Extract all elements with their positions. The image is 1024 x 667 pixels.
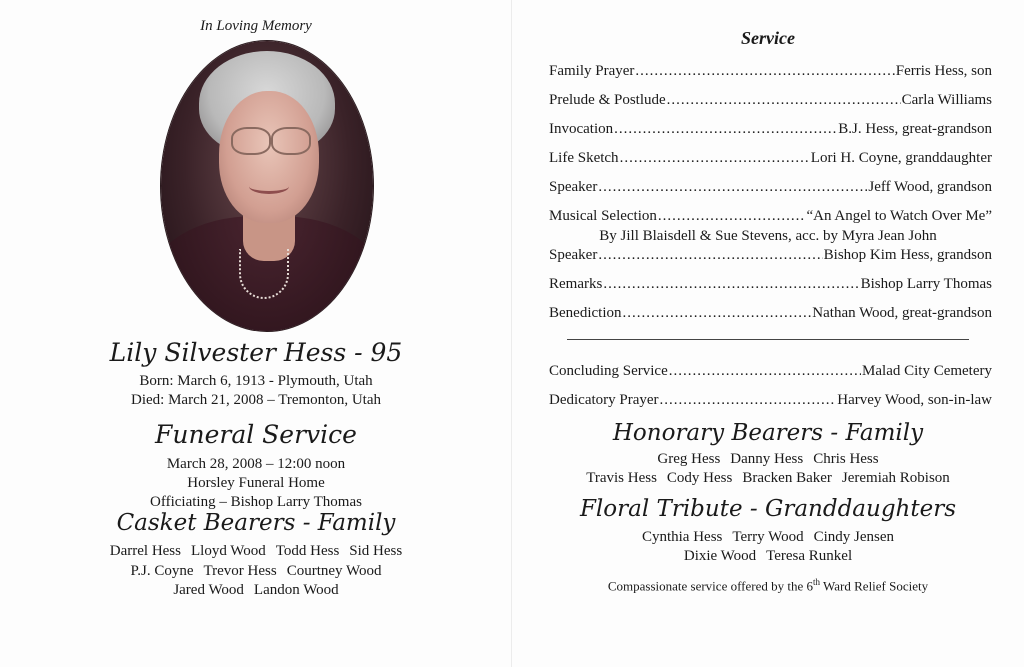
- floral-tribute-name: Cindy Jensen: [813, 529, 895, 545]
- program-role: Benediction: [549, 305, 622, 321]
- program-row: [549, 121, 992, 138]
- program-role: Family Prayer: [549, 63, 635, 79]
- divider-rule: [567, 339, 969, 340]
- footer-ordinal: th: [813, 577, 821, 587]
- honorary-bearer: Jeremiah Robison: [841, 470, 950, 486]
- service-title: Service: [741, 28, 795, 48]
- program-person: B.J. Hess, great-grandson: [838, 121, 992, 137]
- musical-credit: By Jill Blaisdell & Sue Stevens, acc. by Myra Jean John: [599, 228, 937, 244]
- casket-bearers-row-2: [0, 563, 512, 580]
- casket-bearer: Darrel Hess: [109, 543, 181, 559]
- program-person: Carla Williams: [901, 92, 992, 108]
- honorary-bearer: Cody Hess: [666, 470, 733, 486]
- program-person: Malad City Cemetery: [862, 363, 992, 379]
- program-role: Speaker: [549, 247, 598, 263]
- program-person: Lori H. Coyne, granddaughter: [810, 150, 992, 166]
- floral-tribute-name: Cynthia Hess: [641, 529, 723, 545]
- deceased-name: Lily Silvester Hess - 95: [109, 338, 403, 367]
- funeral-datetime: March 28, 2008 – 12:00 noon: [166, 456, 346, 472]
- floral-tribute-row-2: [512, 548, 1024, 565]
- honorary-bearer: Greg Hess: [657, 451, 721, 467]
- casket-bearers-title: Casket Bearers - Family: [116, 510, 396, 536]
- program-person: Nathan Wood, great-grandson: [812, 305, 992, 321]
- honorary-bearers-row-1: [512, 451, 1024, 468]
- program-role: Prelude & Postlude: [549, 92, 666, 108]
- program-role: Concluding Service: [549, 363, 668, 379]
- program-person: Bishop Larry Thomas: [860, 276, 992, 292]
- footer-text: Compassionate service offered by the 6: [607, 578, 814, 594]
- casket-bearer: P.J. Coyne: [130, 563, 194, 579]
- program-row: [549, 179, 992, 196]
- casket-bearer: Landon Wood: [253, 582, 339, 598]
- funeral-service-title: Funeral Service: [155, 420, 357, 449]
- program-role: Dedicatory Prayer: [549, 392, 659, 408]
- program-person: Ferris Hess, son: [895, 63, 992, 79]
- casket-bearers-row-1: [0, 543, 512, 560]
- casket-bearer: Todd Hess: [275, 543, 340, 559]
- honorary-bearer: Danny Hess: [730, 451, 804, 467]
- casket-bearer: Jared Wood: [173, 582, 244, 598]
- program-row: [549, 305, 992, 322]
- program-role: Speaker: [549, 179, 598, 195]
- portrait-photo: [161, 41, 373, 331]
- honorary-bearers-title: Honorary Bearers - Family: [612, 420, 924, 446]
- program-person: Bishop Kim Hess, grandson: [823, 247, 992, 263]
- program-role: Invocation: [549, 121, 614, 137]
- honorary-bearer: Bracken Baker: [742, 470, 832, 486]
- program-person: Harvey Wood, son-in-law: [837, 392, 992, 408]
- program-row: [549, 92, 992, 109]
- program-role: Remarks: [549, 276, 603, 292]
- in-loving-memory-heading: In Loving Memory: [200, 18, 312, 34]
- floral-tribute-row-1: [512, 529, 1024, 546]
- program-row: [549, 247, 992, 264]
- casket-bearer: Courtney Wood: [286, 563, 382, 579]
- program-person: Jeff Wood, grandson: [868, 179, 992, 195]
- funeral-place: Horsley Funeral Home: [187, 475, 325, 491]
- program-row: [549, 392, 992, 409]
- casket-bearer: Lloyd Wood: [191, 543, 266, 559]
- program-person: “An Angel to Watch Over Me”: [806, 208, 992, 224]
- program-role: Musical Selection: [549, 208, 657, 224]
- program-role: Life Sketch: [549, 150, 619, 166]
- floral-tribute-name: Dixie Wood: [683, 548, 757, 564]
- floral-tribute-name: Terry Wood: [732, 529, 804, 545]
- program-row: [549, 63, 992, 80]
- officiating-line: Officiating – Bishop Larry Thomas: [150, 494, 362, 510]
- honorary-bearers-row-2: [512, 470, 1024, 487]
- honorary-bearer: Travis Hess: [586, 470, 657, 486]
- honorary-bearer: Chris Hess: [813, 451, 879, 467]
- born-line: Born: March 6, 1913 - Plymouth, Utah: [139, 373, 373, 389]
- program-row: [549, 363, 992, 380]
- program-row: [549, 276, 992, 293]
- died-line: Died: March 21, 2008 – Tremonton, Utah: [131, 392, 381, 408]
- program-row: [549, 208, 992, 225]
- casket-bearer: Sid Hess: [349, 543, 403, 559]
- floral-tribute-name: Teresa Runkel: [766, 548, 853, 564]
- footer-text-end: Ward Relief Society: [820, 578, 929, 594]
- program-row: [549, 150, 992, 167]
- floral-tribute-title: Floral Tribute - Granddaughters: [579, 496, 957, 522]
- relief-society-footer: [512, 577, 1024, 594]
- casket-bearers-row-3: [0, 582, 512, 599]
- casket-bearer: Trevor Hess: [203, 563, 277, 579]
